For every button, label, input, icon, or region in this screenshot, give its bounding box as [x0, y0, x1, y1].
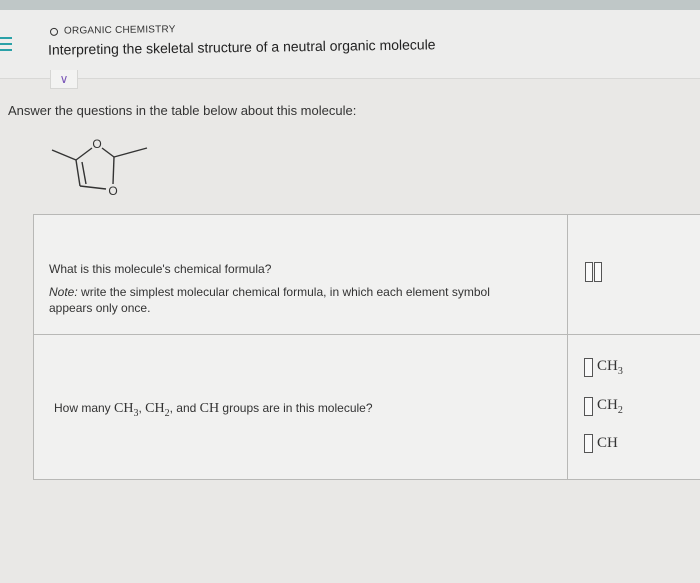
- formula-answer-input[interactable]: [585, 262, 602, 282]
- header-top-bar: [0, 0, 700, 10]
- note-label: Note:: [49, 285, 78, 299]
- table-divider-vertical: [567, 214, 568, 480]
- molecule-structure: [40, 128, 160, 198]
- q2-prefix: How many: [54, 401, 115, 415]
- question-prompt: Answer the questions in the table below about this molecule:: [8, 103, 357, 118]
- bond-ring-right: [113, 157, 114, 184]
- question-groups: [54, 401, 373, 419]
- oxygen-label-top: O: [92, 137, 102, 151]
- ch3-label-text: CH: [597, 358, 618, 374]
- ch2-label-text: CH: [597, 397, 618, 413]
- q2-sep1: ,: [138, 401, 146, 415]
- formula-box-1[interactable]: [585, 262, 593, 282]
- q2-ch2: [145, 401, 170, 419]
- question-formula: What is this molecule's chemical formula?: [49, 262, 272, 276]
- ch2-label-sub: 2: [617, 405, 623, 416]
- expand-chevron-button[interactable]: [50, 70, 78, 89]
- question-note: [49, 284, 529, 316]
- chevron-down-icon: ∨: [59, 72, 69, 86]
- oxygen-label-bottom: O: [108, 184, 118, 198]
- menu-icon[interactable]: [0, 37, 14, 57]
- table-divider-horizontal: [33, 334, 700, 335]
- bond-methyl-left: [52, 150, 76, 160]
- formula-box-2[interactable]: [594, 262, 602, 282]
- ch-count-field: [584, 434, 618, 453]
- bond-c-o1: [76, 148, 92, 160]
- ch3-label: [597, 358, 623, 377]
- topic-label: [50, 24, 176, 37]
- bond-o1-c: [102, 148, 114, 157]
- ch3-count-field: [584, 358, 623, 377]
- topic-text: ORGANIC CHEMISTRY: [63, 24, 176, 37]
- ch-count-input[interactable]: [584, 434, 593, 453]
- bond-methyl-right: [114, 148, 147, 157]
- q2-sep2: , and: [169, 401, 200, 415]
- q2-ch3-text: CH: [114, 401, 134, 416]
- q2-ch3-sub: 3: [133, 407, 139, 419]
- ch3-count-input[interactable]: [584, 358, 593, 377]
- q2-ch2-text: CH: [145, 401, 165, 416]
- ch2-count-input[interactable]: [584, 397, 593, 416]
- ch3-label-sub: 3: [617, 366, 623, 377]
- note-text: write the simplest molecular chemical formula, in which each element symbol appears only once.: [49, 285, 490, 315]
- ch2-label: [597, 397, 623, 416]
- ch2-count-field: [584, 397, 623, 416]
- q2-ch2-sub: 2: [164, 407, 170, 419]
- q2-ch3: [114, 401, 139, 419]
- bond-ring-left: [76, 160, 80, 186]
- bond-ring-double: [82, 162, 86, 184]
- page-title: Interpreting the skeletal structure of a neutral organic molecule: [47, 36, 436, 58]
- q2-ch: CH: [199, 401, 220, 416]
- ch-label: CH: [597, 435, 618, 451]
- progress-circle-icon: [50, 27, 58, 35]
- header: [0, 0, 700, 79]
- bond-ring-bottom: [80, 186, 106, 189]
- q2-suffix: groups are in this molecule?: [219, 401, 373, 415]
